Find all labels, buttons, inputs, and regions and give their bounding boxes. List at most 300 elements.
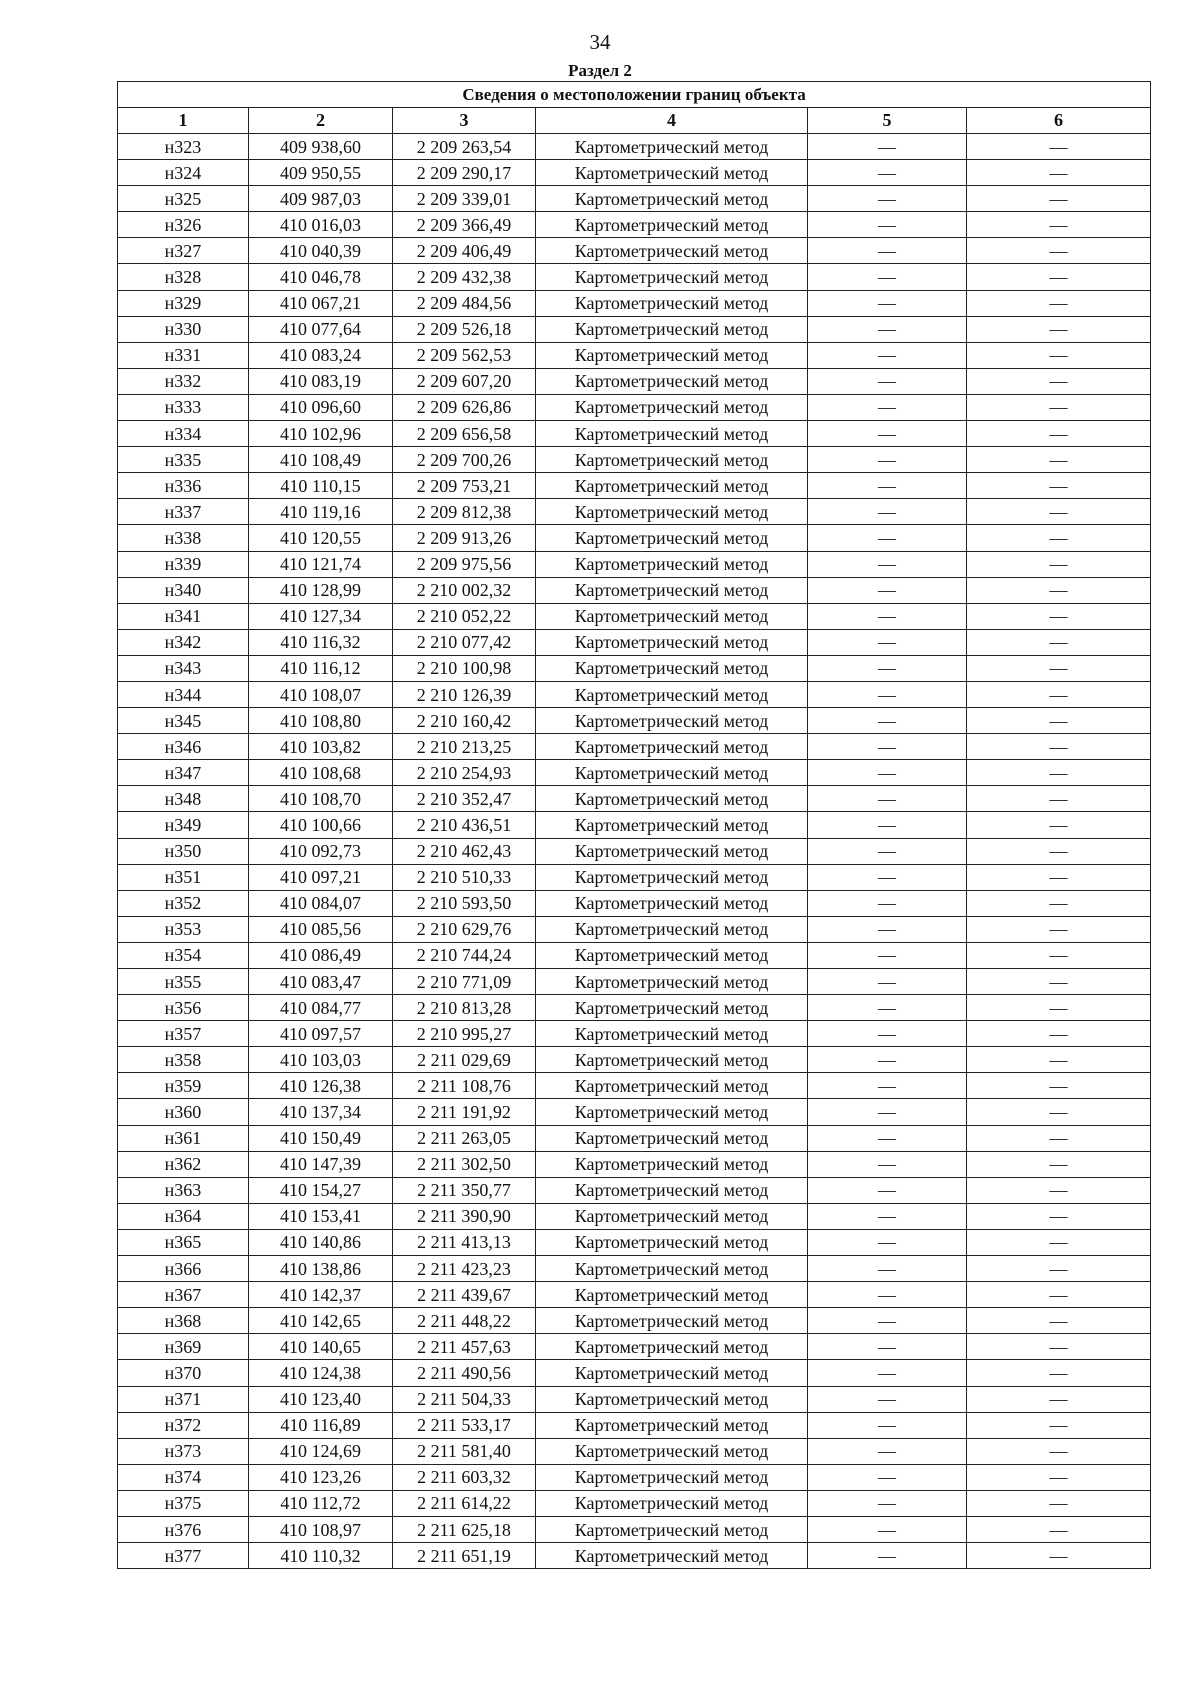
- method-cell: Картометрический метод: [536, 1256, 808, 1282]
- y-coordinate-cell: 2 211 504,33: [393, 1386, 536, 1412]
- method-cell: Картометрический метод: [536, 681, 808, 707]
- table-row: [118, 577, 1151, 603]
- table-row: [118, 812, 1151, 838]
- precision-cell: —: [808, 316, 967, 342]
- y-coordinate-cell: 2 211 457,63: [393, 1334, 536, 1360]
- description-cell: —: [967, 1073, 1151, 1099]
- x-coordinate-cell: 410 108,80: [249, 708, 393, 734]
- description-cell: —: [967, 368, 1151, 394]
- y-coordinate-cell: 2 211 423,23: [393, 1256, 536, 1282]
- y-coordinate-cell: 2 210 510,33: [393, 864, 536, 890]
- method-cell: Картометрический метод: [536, 1099, 808, 1125]
- precision-cell: —: [808, 394, 967, 420]
- description-cell: —: [967, 603, 1151, 629]
- description-cell: —: [967, 708, 1151, 734]
- precision-cell: —: [808, 1516, 967, 1542]
- method-cell: Картометрический метод: [536, 1308, 808, 1334]
- table-row: [118, 1203, 1151, 1229]
- table-row: [118, 1360, 1151, 1386]
- table-row: [118, 1334, 1151, 1360]
- precision-cell: —: [808, 447, 967, 473]
- point-id-cell: н341: [118, 603, 249, 629]
- precision-cell: —: [808, 525, 967, 551]
- point-id-cell: н327: [118, 238, 249, 264]
- method-cell: Картометрический метод: [536, 394, 808, 420]
- x-coordinate-cell: 410 116,12: [249, 655, 393, 681]
- x-coordinate-cell: 410 083,19: [249, 368, 393, 394]
- table-row: [118, 1256, 1151, 1282]
- table-row: [118, 473, 1151, 499]
- column-header: 3: [393, 108, 536, 134]
- x-coordinate-cell: 410 119,16: [249, 499, 393, 525]
- y-coordinate-cell: 2 211 390,90: [393, 1203, 536, 1229]
- description-cell: —: [967, 969, 1151, 995]
- point-id-cell: н359: [118, 1073, 249, 1099]
- y-coordinate-cell: 2 211 625,18: [393, 1516, 536, 1542]
- x-coordinate-cell: 410 112,72: [249, 1490, 393, 1516]
- precision-cell: —: [808, 212, 967, 238]
- x-coordinate-cell: 410 138,86: [249, 1256, 393, 1282]
- x-coordinate-cell: 410 110,32: [249, 1543, 393, 1569]
- table-row: [118, 1151, 1151, 1177]
- precision-cell: —: [808, 942, 967, 968]
- table-row: [118, 238, 1151, 264]
- y-coordinate-cell: 2 209 656,58: [393, 421, 536, 447]
- column-header: 4: [536, 108, 808, 134]
- y-coordinate-cell: 2 211 533,17: [393, 1412, 536, 1438]
- point-id-cell: н342: [118, 629, 249, 655]
- table-row: [118, 1543, 1151, 1569]
- y-coordinate-cell: 2 210 100,98: [393, 655, 536, 681]
- point-id-cell: н346: [118, 734, 249, 760]
- description-cell: —: [967, 264, 1151, 290]
- x-coordinate-cell: 409 938,60: [249, 134, 393, 160]
- y-coordinate-cell: 2 209 812,38: [393, 499, 536, 525]
- point-id-cell: н362: [118, 1151, 249, 1177]
- description-cell: —: [967, 1360, 1151, 1386]
- y-coordinate-cell: 2 209 626,86: [393, 394, 536, 420]
- precision-cell: —: [808, 838, 967, 864]
- method-cell: Картометрический метод: [536, 1021, 808, 1047]
- point-id-cell: н368: [118, 1308, 249, 1334]
- precision-cell: —: [808, 812, 967, 838]
- precision-cell: —: [808, 1360, 967, 1386]
- description-cell: —: [967, 316, 1151, 342]
- point-id-cell: н336: [118, 473, 249, 499]
- description-cell: —: [967, 1282, 1151, 1308]
- point-id-cell: н360: [118, 1099, 249, 1125]
- x-coordinate-cell: 410 040,39: [249, 238, 393, 264]
- method-cell: Картометрический метод: [536, 186, 808, 212]
- x-coordinate-cell: 410 108,70: [249, 786, 393, 812]
- table-caption: Сведения о местоположении границ объекта: [118, 82, 1151, 108]
- precision-cell: —: [808, 655, 967, 681]
- table-row: [118, 186, 1151, 212]
- method-cell: Картометрический метод: [536, 264, 808, 290]
- point-id-cell: н357: [118, 1021, 249, 1047]
- y-coordinate-cell: 2 209 339,01: [393, 186, 536, 212]
- x-coordinate-cell: 410 124,69: [249, 1438, 393, 1464]
- point-id-cell: н337: [118, 499, 249, 525]
- method-cell: Картометрический метод: [536, 525, 808, 551]
- x-coordinate-cell: 410 108,97: [249, 1516, 393, 1542]
- precision-cell: —: [808, 1047, 967, 1073]
- precision-cell: —: [808, 629, 967, 655]
- point-id-cell: н364: [118, 1203, 249, 1229]
- y-coordinate-cell: 2 209 975,56: [393, 551, 536, 577]
- description-cell: —: [967, 1099, 1151, 1125]
- x-coordinate-cell: 410 108,07: [249, 681, 393, 707]
- description-cell: —: [967, 473, 1151, 499]
- precision-cell: —: [808, 1125, 967, 1151]
- description-cell: —: [967, 1334, 1151, 1360]
- y-coordinate-cell: 2 209 607,20: [393, 368, 536, 394]
- point-id-cell: н348: [118, 786, 249, 812]
- point-id-cell: н330: [118, 316, 249, 342]
- x-coordinate-cell: 410 046,78: [249, 264, 393, 290]
- precision-cell: —: [808, 708, 967, 734]
- table-row: [118, 1516, 1151, 1542]
- point-id-cell: н335: [118, 447, 249, 473]
- table-row: [118, 995, 1151, 1021]
- method-cell: Картометрический метод: [536, 1543, 808, 1569]
- description-cell: —: [967, 1229, 1151, 1255]
- point-id-cell: н363: [118, 1177, 249, 1203]
- y-coordinate-cell: 2 209 562,53: [393, 342, 536, 368]
- boundary-coordinates-table: [117, 81, 1151, 1569]
- method-cell: Картометрический метод: [536, 1412, 808, 1438]
- x-coordinate-cell: 410 116,32: [249, 629, 393, 655]
- method-cell: Картометрический метод: [536, 1177, 808, 1203]
- method-cell: Картометрический метод: [536, 1334, 808, 1360]
- description-cell: —: [967, 290, 1151, 316]
- method-cell: Картометрический метод: [536, 1360, 808, 1386]
- point-id-cell: н353: [118, 916, 249, 942]
- description-cell: —: [967, 890, 1151, 916]
- description-cell: —: [967, 238, 1151, 264]
- y-coordinate-cell: 2 210 077,42: [393, 629, 536, 655]
- x-coordinate-cell: 410 108,68: [249, 760, 393, 786]
- table-header-row: [118, 108, 1151, 134]
- x-coordinate-cell: 410 140,86: [249, 1229, 393, 1255]
- description-cell: —: [967, 916, 1151, 942]
- x-coordinate-cell: 410 128,99: [249, 577, 393, 603]
- point-id-cell: н352: [118, 890, 249, 916]
- x-coordinate-cell: 410 127,34: [249, 603, 393, 629]
- point-id-cell: н375: [118, 1490, 249, 1516]
- x-coordinate-cell: 410 096,60: [249, 394, 393, 420]
- x-coordinate-cell: 410 147,39: [249, 1151, 393, 1177]
- x-coordinate-cell: 410 124,38: [249, 1360, 393, 1386]
- description-cell: —: [967, 1490, 1151, 1516]
- y-coordinate-cell: 2 210 213,25: [393, 734, 536, 760]
- y-coordinate-cell: 2 210 436,51: [393, 812, 536, 838]
- method-cell: Картометрический метод: [536, 890, 808, 916]
- y-coordinate-cell: 2 209 263,54: [393, 134, 536, 160]
- table-caption-row: [118, 82, 1151, 108]
- x-coordinate-cell: 410 083,24: [249, 342, 393, 368]
- precision-cell: —: [808, 1464, 967, 1490]
- precision-cell: —: [808, 1308, 967, 1334]
- table-row: [118, 916, 1151, 942]
- precision-cell: —: [808, 681, 967, 707]
- precision-cell: —: [808, 1438, 967, 1464]
- table-row: [118, 655, 1151, 681]
- method-cell: Картометрический метод: [536, 995, 808, 1021]
- y-coordinate-cell: 2 211 439,67: [393, 1282, 536, 1308]
- precision-cell: —: [808, 264, 967, 290]
- x-coordinate-cell: 410 084,77: [249, 995, 393, 1021]
- y-coordinate-cell: 2 210 126,39: [393, 681, 536, 707]
- table-row: [118, 629, 1151, 655]
- point-id-cell: н349: [118, 812, 249, 838]
- description-cell: —: [967, 1543, 1151, 1569]
- y-coordinate-cell: 2 210 593,50: [393, 890, 536, 916]
- point-id-cell: н372: [118, 1412, 249, 1438]
- column-header: 1: [118, 108, 249, 134]
- precision-cell: —: [808, 473, 967, 499]
- x-coordinate-cell: 410 142,37: [249, 1282, 393, 1308]
- column-header: 2: [249, 108, 393, 134]
- point-id-cell: н350: [118, 838, 249, 864]
- method-cell: Картометрический метод: [536, 1151, 808, 1177]
- table-row: [118, 394, 1151, 420]
- table-row: [118, 786, 1151, 812]
- x-coordinate-cell: 410 123,26: [249, 1464, 393, 1490]
- table-row: [118, 864, 1151, 890]
- x-coordinate-cell: 410 097,21: [249, 864, 393, 890]
- method-cell: Картометрический метод: [536, 473, 808, 499]
- table-row: [118, 838, 1151, 864]
- y-coordinate-cell: 2 211 651,19: [393, 1543, 536, 1569]
- description-cell: —: [967, 1047, 1151, 1073]
- method-cell: Картометрический метод: [536, 290, 808, 316]
- table-row: [118, 134, 1151, 160]
- table-row: [118, 316, 1151, 342]
- point-id-cell: н332: [118, 368, 249, 394]
- y-coordinate-cell: 2 210 160,42: [393, 708, 536, 734]
- table-row: [118, 760, 1151, 786]
- description-cell: —: [967, 1125, 1151, 1151]
- point-id-cell: н351: [118, 864, 249, 890]
- method-cell: Картометрический метод: [536, 734, 808, 760]
- method-cell: Картометрический метод: [536, 786, 808, 812]
- table-row: [118, 1099, 1151, 1125]
- description-cell: —: [967, 1177, 1151, 1203]
- description-cell: —: [967, 1464, 1151, 1490]
- method-cell: Картометрический метод: [536, 1464, 808, 1490]
- y-coordinate-cell: 2 210 462,43: [393, 838, 536, 864]
- table-row: [118, 1125, 1151, 1151]
- point-id-cell: н373: [118, 1438, 249, 1464]
- description-cell: —: [967, 499, 1151, 525]
- method-cell: Картометрический метод: [536, 212, 808, 238]
- x-coordinate-cell: 410 126,38: [249, 1073, 393, 1099]
- precision-cell: —: [808, 368, 967, 394]
- description-cell: —: [967, 525, 1151, 551]
- precision-cell: —: [808, 1490, 967, 1516]
- point-id-cell: н361: [118, 1125, 249, 1151]
- table-row: [118, 1229, 1151, 1255]
- point-id-cell: н354: [118, 942, 249, 968]
- description-cell: —: [967, 1412, 1151, 1438]
- y-coordinate-cell: 2 211 263,05: [393, 1125, 536, 1151]
- point-id-cell: н366: [118, 1256, 249, 1282]
- precision-cell: —: [808, 1412, 967, 1438]
- table-row: [118, 708, 1151, 734]
- point-id-cell: н333: [118, 394, 249, 420]
- method-cell: Картометрический метод: [536, 942, 808, 968]
- table-row: [118, 1282, 1151, 1308]
- description-cell: —: [967, 942, 1151, 968]
- x-coordinate-cell: 410 137,34: [249, 1099, 393, 1125]
- precision-cell: —: [808, 499, 967, 525]
- precision-cell: —: [808, 577, 967, 603]
- method-cell: Картометрический метод: [536, 655, 808, 681]
- point-id-cell: н343: [118, 655, 249, 681]
- point-id-cell: н323: [118, 134, 249, 160]
- description-cell: —: [967, 1386, 1151, 1412]
- method-cell: Картометрический метод: [536, 1386, 808, 1412]
- y-coordinate-cell: 2 210 629,76: [393, 916, 536, 942]
- y-coordinate-cell: 2 210 002,32: [393, 577, 536, 603]
- x-coordinate-cell: 410 150,49: [249, 1125, 393, 1151]
- y-coordinate-cell: 2 211 413,13: [393, 1229, 536, 1255]
- description-cell: —: [967, 1151, 1151, 1177]
- description-cell: —: [967, 838, 1151, 864]
- description-cell: —: [967, 1438, 1151, 1464]
- y-coordinate-cell: 2 209 700,26: [393, 447, 536, 473]
- table-row: [118, 1438, 1151, 1464]
- description-cell: —: [967, 577, 1151, 603]
- point-id-cell: н324: [118, 160, 249, 186]
- y-coordinate-cell: 2 209 913,26: [393, 525, 536, 551]
- table-row: [118, 368, 1151, 394]
- precision-cell: —: [808, 186, 967, 212]
- y-coordinate-cell: 2 210 352,47: [393, 786, 536, 812]
- table-row: [118, 969, 1151, 995]
- x-coordinate-cell: 410 103,82: [249, 734, 393, 760]
- point-id-cell: н371: [118, 1386, 249, 1412]
- precision-cell: —: [808, 786, 967, 812]
- method-cell: Картометрический метод: [536, 238, 808, 264]
- method-cell: Картометрический метод: [536, 1516, 808, 1542]
- point-id-cell: н377: [118, 1543, 249, 1569]
- x-coordinate-cell: 410 102,96: [249, 421, 393, 447]
- table-row: [118, 1021, 1151, 1047]
- table-row: [118, 1412, 1151, 1438]
- description-cell: —: [967, 342, 1151, 368]
- precision-cell: —: [808, 1282, 967, 1308]
- description-cell: —: [967, 421, 1151, 447]
- point-id-cell: н355: [118, 969, 249, 995]
- x-coordinate-cell: 410 142,65: [249, 1308, 393, 1334]
- table-row: [118, 499, 1151, 525]
- y-coordinate-cell: 2 211 029,69: [393, 1047, 536, 1073]
- y-coordinate-cell: 2 211 448,22: [393, 1308, 536, 1334]
- method-cell: Картометрический метод: [536, 447, 808, 473]
- description-cell: —: [967, 212, 1151, 238]
- description-cell: —: [967, 655, 1151, 681]
- x-coordinate-cell: 410 140,65: [249, 1334, 393, 1360]
- x-coordinate-cell: 410 154,27: [249, 1177, 393, 1203]
- table-row: [118, 212, 1151, 238]
- precision-cell: —: [808, 342, 967, 368]
- precision-cell: —: [808, 603, 967, 629]
- y-coordinate-cell: 2 211 191,92: [393, 1099, 536, 1125]
- table-row: [118, 1308, 1151, 1334]
- precision-cell: —: [808, 1099, 967, 1125]
- description-cell: —: [967, 160, 1151, 186]
- table-row: [118, 890, 1151, 916]
- x-coordinate-cell: 410 085,56: [249, 916, 393, 942]
- method-cell: Картометрический метод: [536, 316, 808, 342]
- y-coordinate-cell: 2 209 290,17: [393, 160, 536, 186]
- table-row: [118, 160, 1151, 186]
- precision-cell: —: [808, 1386, 967, 1412]
- precision-cell: —: [808, 916, 967, 942]
- method-cell: Картометрический метод: [536, 342, 808, 368]
- precision-cell: —: [808, 1177, 967, 1203]
- description-cell: —: [967, 681, 1151, 707]
- precision-cell: —: [808, 734, 967, 760]
- x-coordinate-cell: 410 103,03: [249, 1047, 393, 1073]
- table-row: [118, 1177, 1151, 1203]
- x-coordinate-cell: 410 016,03: [249, 212, 393, 238]
- method-cell: Картометрический метод: [536, 421, 808, 447]
- table-row: [118, 1490, 1151, 1516]
- table-row: [118, 1464, 1151, 1490]
- method-cell: Картометрический метод: [536, 160, 808, 186]
- precision-cell: —: [808, 995, 967, 1021]
- y-coordinate-cell: 2 209 484,56: [393, 290, 536, 316]
- point-id-cell: н370: [118, 1360, 249, 1386]
- description-cell: —: [967, 1021, 1151, 1047]
- table-row: [118, 942, 1151, 968]
- point-id-cell: н340: [118, 577, 249, 603]
- precision-cell: —: [808, 864, 967, 890]
- y-coordinate-cell: 2 211 350,77: [393, 1177, 536, 1203]
- point-id-cell: н344: [118, 681, 249, 707]
- table-row: [118, 734, 1151, 760]
- method-cell: Картометрический метод: [536, 1438, 808, 1464]
- precision-cell: —: [808, 1543, 967, 1569]
- method-cell: Картометрический метод: [536, 577, 808, 603]
- point-id-cell: н374: [118, 1464, 249, 1490]
- description-cell: —: [967, 786, 1151, 812]
- y-coordinate-cell: 2 210 813,28: [393, 995, 536, 1021]
- method-cell: Картометрический метод: [536, 368, 808, 394]
- precision-cell: —: [808, 160, 967, 186]
- method-cell: Картометрический метод: [536, 1229, 808, 1255]
- description-cell: —: [967, 812, 1151, 838]
- x-coordinate-cell: 410 116,89: [249, 1412, 393, 1438]
- description-cell: —: [967, 1203, 1151, 1229]
- point-id-cell: н338: [118, 525, 249, 551]
- table-row: [118, 290, 1151, 316]
- method-cell: Картометрический метод: [536, 812, 808, 838]
- method-cell: Картометрический метод: [536, 916, 808, 942]
- precision-cell: —: [808, 551, 967, 577]
- description-cell: —: [967, 760, 1151, 786]
- y-coordinate-cell: 2 209 753,21: [393, 473, 536, 499]
- y-coordinate-cell: 2 210 771,09: [393, 969, 536, 995]
- table-row: [118, 421, 1151, 447]
- description-cell: —: [967, 1516, 1151, 1542]
- point-id-cell: н328: [118, 264, 249, 290]
- point-id-cell: н376: [118, 1516, 249, 1542]
- description-cell: —: [967, 134, 1151, 160]
